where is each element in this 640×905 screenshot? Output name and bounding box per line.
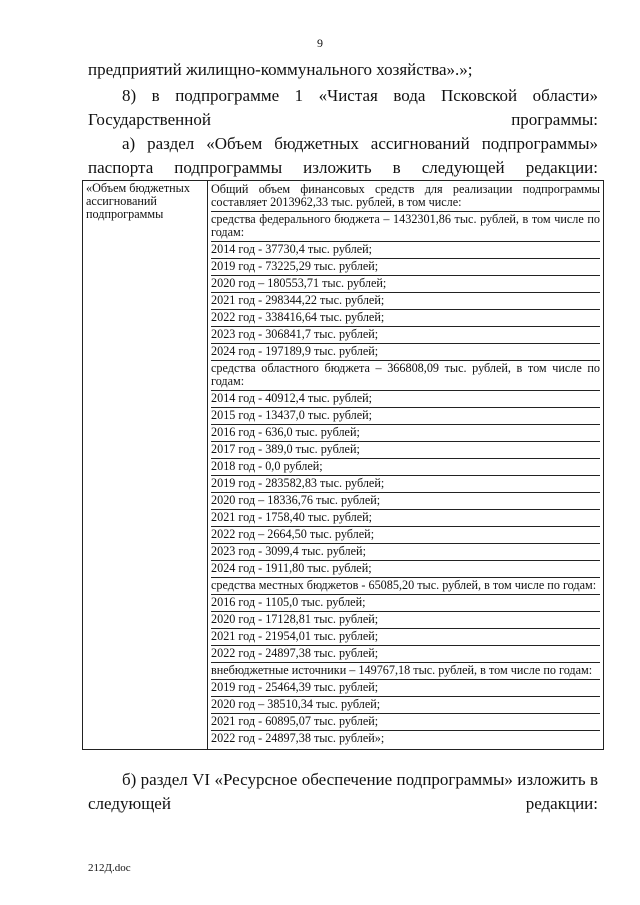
funding-year-line: 2020 год – 38510,34 тыс. рублей;: [211, 697, 600, 714]
funding-year-line: 2016 год - 1105,0 тыс. рублей;: [211, 595, 600, 612]
funding-year-line: 2021 год - 1758,40 тыс. рублей;: [211, 510, 600, 527]
paragraph-continuation: предприятий жилищно-коммунального хозяйства».»;: [88, 60, 473, 79]
footer-filename: 212Д.doc: [88, 862, 131, 874]
paragraph-item-a: а) раздел «Объем бюджетных ассигнований подпрограммы» паспорта подпрограммы изложить в следующей редакции:: [88, 134, 598, 177]
funding-year-line: 2019 год - 283582,83 тыс. рублей;: [211, 476, 600, 493]
funding-year-line: 2023 год - 3099,4 тыс. рублей;: [211, 544, 600, 561]
funding-source-line: Общий объем финансовых средств для реализации подпрограммы составляет 2013962,33 тыс. рублей, в том числе:: [211, 182, 600, 212]
table-label: «Объем бюджетных ассигнований подпрограммы: [86, 181, 190, 221]
funding-year-line: 2016 год - 636,0 тыс. рублей;: [211, 425, 600, 442]
funding-source-line: средства местных бюджетов - 65085,20 тыс. рублей, в том числе по годам:: [211, 578, 600, 595]
funding-year-line: 2022 год – 2664,50 тыс. рублей;: [211, 527, 600, 544]
funding-year-line: 2021 год - 298344,22 тыс. рублей;: [211, 293, 600, 310]
funding-year-line: 2015 год - 13437,0 тыс. рублей;: [211, 408, 600, 425]
paragraph-item-8: 8) в подпрограмме 1 «Чистая вода Псковской области» Государственной программы:: [88, 86, 598, 129]
funding-year-line: 2014 год - 37730,4 тыс. рублей;: [211, 242, 600, 259]
funding-year-line: 2014 год - 40912,4 тыс. рублей;: [211, 391, 600, 408]
funding-year-line: 2024 год - 1911,80 тыс. рублей;: [211, 561, 600, 578]
page-number: 9: [317, 36, 323, 50]
funding-source-line: средства областного бюджета – 366808,09 тыс. рублей, в том числе по годам:: [211, 361, 600, 391]
funding-year-line: 2020 год – 18336,76 тыс. рублей;: [211, 493, 600, 510]
funding-year-line: 2022 год - 338416,64 тыс. рублей;: [211, 310, 600, 327]
funding-year-line: 2020 год - 17128,81 тыс. рублей;: [211, 612, 600, 629]
funding-year-line: 2024 год - 197189,9 тыс. рублей;: [211, 344, 600, 361]
funding-year-line: 2023 год - 306841,7 тыс. рублей;: [211, 327, 600, 344]
funding-year-line: 2019 год - 25464,39 тыс. рублей;: [211, 680, 600, 697]
funding-source-line: средства федерального бюджета – 1432301,86 тыс. рублей, в том числе по годам:: [211, 212, 600, 242]
table-row: [83, 181, 604, 750]
funding-year-line: 2021 год - 60895,07 тыс. рублей;: [211, 714, 600, 731]
funding-year-line: 2019 год - 73225,29 тыс. рублей;: [211, 259, 600, 276]
funding-year-line: 2017 год - 389,0 тыс. рублей;: [211, 442, 600, 459]
table-content-cell: [208, 181, 604, 750]
funding-year-line: 2018 год - 0,0 рублей;: [211, 459, 600, 476]
funding-year-line: 2022 год - 24897,38 тыс. рублей»;: [211, 731, 385, 745]
table-label-cell: [83, 181, 208, 750]
funding-year-line: 2021 год - 21954,01 тыс. рублей;: [211, 629, 600, 646]
paragraph-item-b: б) раздел VI «Ресурсное обеспечение подпрограммы» изложить в следующей редакции:: [88, 770, 598, 813]
budget-allocation-table: [82, 180, 604, 750]
funding-year-line: 2022 год - 24897,38 тыс. рублей;: [211, 646, 600, 663]
funding-source-line: внебюджетные источники – 149767,18 тыс. рублей, в том числе по годам:: [211, 663, 600, 680]
funding-year-line: 2020 год – 180553,71 тыс. рублей;: [211, 276, 600, 293]
